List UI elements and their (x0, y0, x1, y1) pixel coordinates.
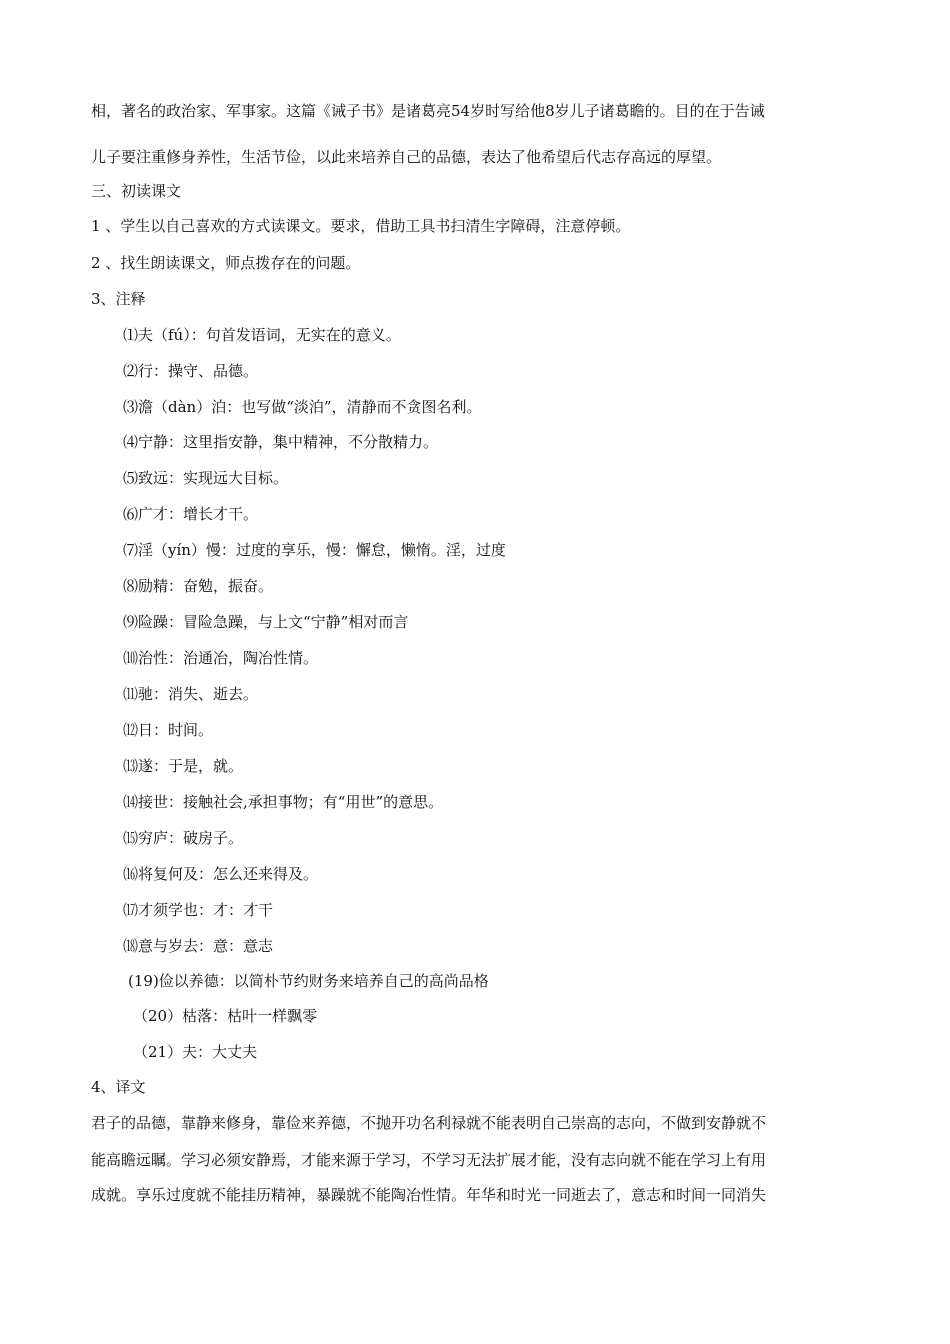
note-item: ⑽治性：治通冶，陶冶性情。 (123, 649, 319, 667)
note-item: ⑾驰：消失、逝去。 (123, 685, 259, 703)
intro-line-1: 相，著名的政治家、军事家。这篇《诫子书》是诸葛亮54岁时写给他8岁儿子诸葛瞻的。目的在于告诫 (91, 102, 765, 120)
note-item: ⒁接世：接触社会,承担事物；有“用世”的意思。 (123, 793, 444, 811)
note-item: ⒂穷庐：破房子。 (123, 829, 244, 847)
section-heading-first-reading: 三、初读课文 (91, 182, 182, 200)
note-item: ⑸致远：实现远大目标。 (123, 469, 289, 487)
reading-step-1: 1 、学生以自己喜欢的方式读课文。要求，借助工具书扫清生字障碍，注意停顿。 (91, 217, 631, 235)
note-item: ⒃将复何及：怎么还来得及。 (123, 865, 319, 883)
note-item: ⒄才须学也：才：才干 (123, 901, 274, 919)
note-item: ⑺淫（yín）慢：过度的享乐，慢：懈怠，懒惰。淫，过度 (123, 541, 506, 559)
translation-heading: 4、译文 (91, 1078, 146, 1096)
note-item: ⒅意与岁去：意：意志 (123, 937, 274, 955)
note-item: ⑵行：操守、品德。 (123, 362, 259, 380)
reading-step-2: 2 、找生朗读课文，师点拨存在的问题。 (91, 254, 361, 272)
note-item: ⑷宁静：这里指安静，集中精神，不分散精力。 (123, 433, 439, 451)
note-item: （20）枯落：枯叶一样飘零 (133, 1007, 318, 1025)
note-item: ⑻励精：奋勉，振奋。 (123, 577, 274, 595)
intro-line-2: 儿子要注重修身养性，生活节俭，以此来培养自己的品德，表达了他希望后代志存高远的厚望。 (91, 148, 722, 166)
note-item: (19)俭以养德：以简朴节约财务来培养自己的高尚品格 (128, 972, 489, 990)
translation-line-3: 成就。享乐过度就不能挂历精神，暴躁就不能陶冶性情。年华和时光一同逝去了，意志和时间一同消失 (91, 1186, 767, 1204)
note-item: ⑶澹（dàn）泊：也写做“淡泊”，清静而不贪图名利。 (123, 398, 482, 416)
note-item: ⑹广才：增长才干。 (123, 505, 259, 523)
note-item: ⒀遂：于是，就。 (123, 757, 244, 775)
translation-line-1: 君子的品德，靠静来修身，靠俭来养德，不抛开功名利禄就不能表明自己崇高的志向，不做到安静就不 (91, 1114, 767, 1132)
note-item: ⑴夫（fú）：句首发语词，无实在的意义。 (123, 326, 401, 344)
note-item: （21）夫：大丈夫 (133, 1043, 258, 1061)
note-item: ⑿日：时间。 (123, 721, 214, 739)
notes-heading: 3、注释 (91, 290, 146, 308)
translation-line-2: 能高瞻远瞩。学习必须安静焉，才能来源于学习，不学习无法扩展才能，没有志向就不能在学习上有用 (91, 1151, 767, 1169)
note-item: ⑼险躁：冒险急躁，与上文“宁静”相对而言 (123, 613, 409, 631)
